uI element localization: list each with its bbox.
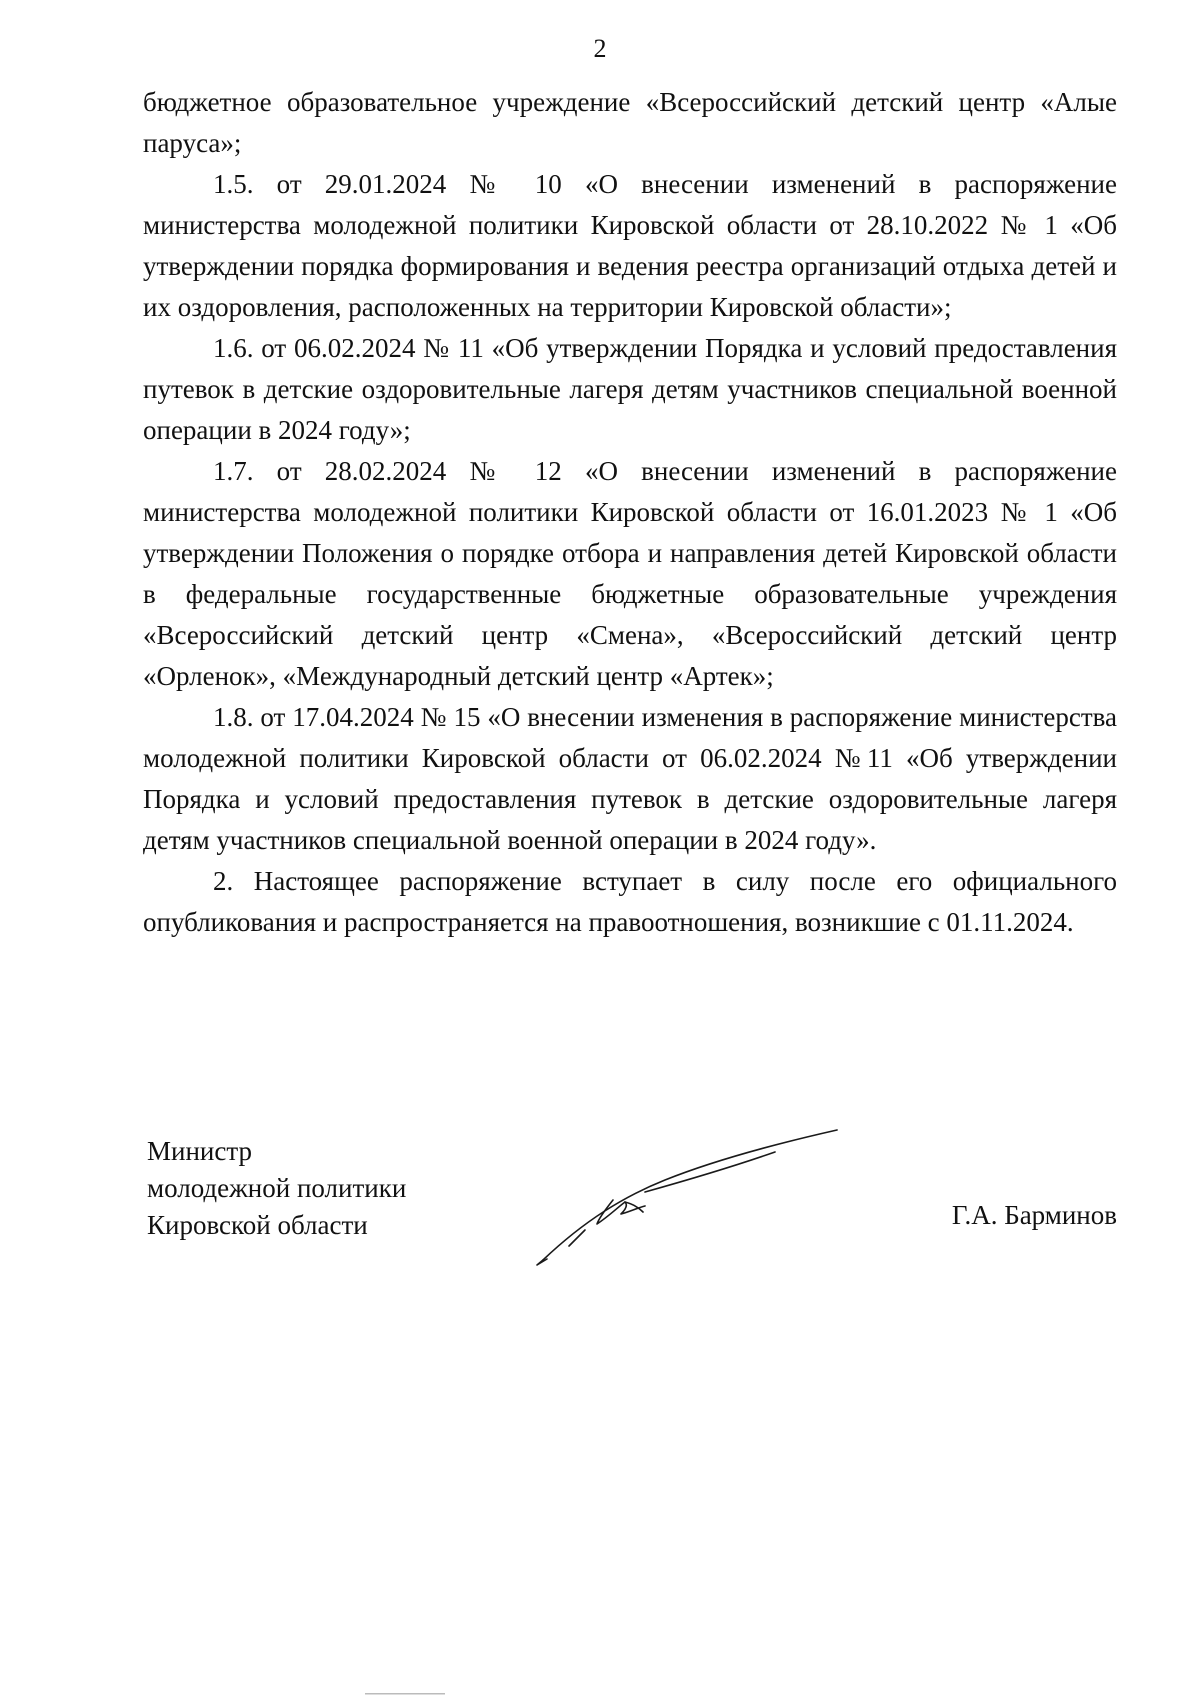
page-number: 2 — [593, 34, 607, 63]
handwritten-signature — [525, 1120, 845, 1280]
signatory-title-line: Кировской области — [147, 1210, 368, 1240]
paragraph-item-1-7: 1.7. от 28.02.2024 № 12 «О внесении изменений в распоряжение министерства молодежной политики Кировской области от 16.01.2023 № 1 «Об утверждении Положения о порядке отбора и направления детей Кировской области в федеральные государственные бюджетные образовательные учреждения «Всероссийский детский центр «Смена», «Всероссийский детский центр «Орленок», «Международный детский центр «Артек»; — [143, 456, 1117, 691]
document-body — [143, 82, 1117, 943]
scan-artifact — [365, 1692, 445, 1696]
paragraph-continuation: бюджетное образовательное учреждение «Всероссийский детский центр «Алые паруса»; — [143, 87, 1117, 158]
signatory-title-line: Министр — [147, 1136, 252, 1166]
paragraph-item-1-5: 1.5. от 29.01.2024 № 10 «О внесении изменений в распоряжение министерства молодежной политики Кировской области от 28.10.2022 № 1 «Об утверждении порядка формирования и ведения реестра организаций отдыха детей и их оздоровления, расположенных на территории Кировской области»; — [143, 169, 1117, 322]
paragraph-item-2: 2. Настоящее распоряжение вступает в силу после его официального опубликования и распространяется на правоотношения, возникшие с 01.11.2024. — [143, 866, 1117, 937]
paragraph-item-1-6: 1.6. от 06.02.2024 № 11 «Об утверждении Порядка и условий предоставления путевок в детские оздоровительные лагеря детям участников специальной военной операции в 2024 году»; — [143, 333, 1117, 445]
signatory-title-line: молодежной политики — [147, 1173, 407, 1203]
signatory-name: Г.А. Барминов — [951, 1200, 1117, 1230]
signatory-title — [147, 1133, 406, 1244]
paragraph-item-1-8: 1.8. от 17.04.2024 № 15 «О внесении изменения в распоряжение министерства молодежной политики Кировской области от 06.02.2024 №11 «Об утверждении Порядка и условий предоставления путевок в детские оздоровительные лагеря детям участников специальной военной операции в 2024 году». — [143, 702, 1117, 855]
